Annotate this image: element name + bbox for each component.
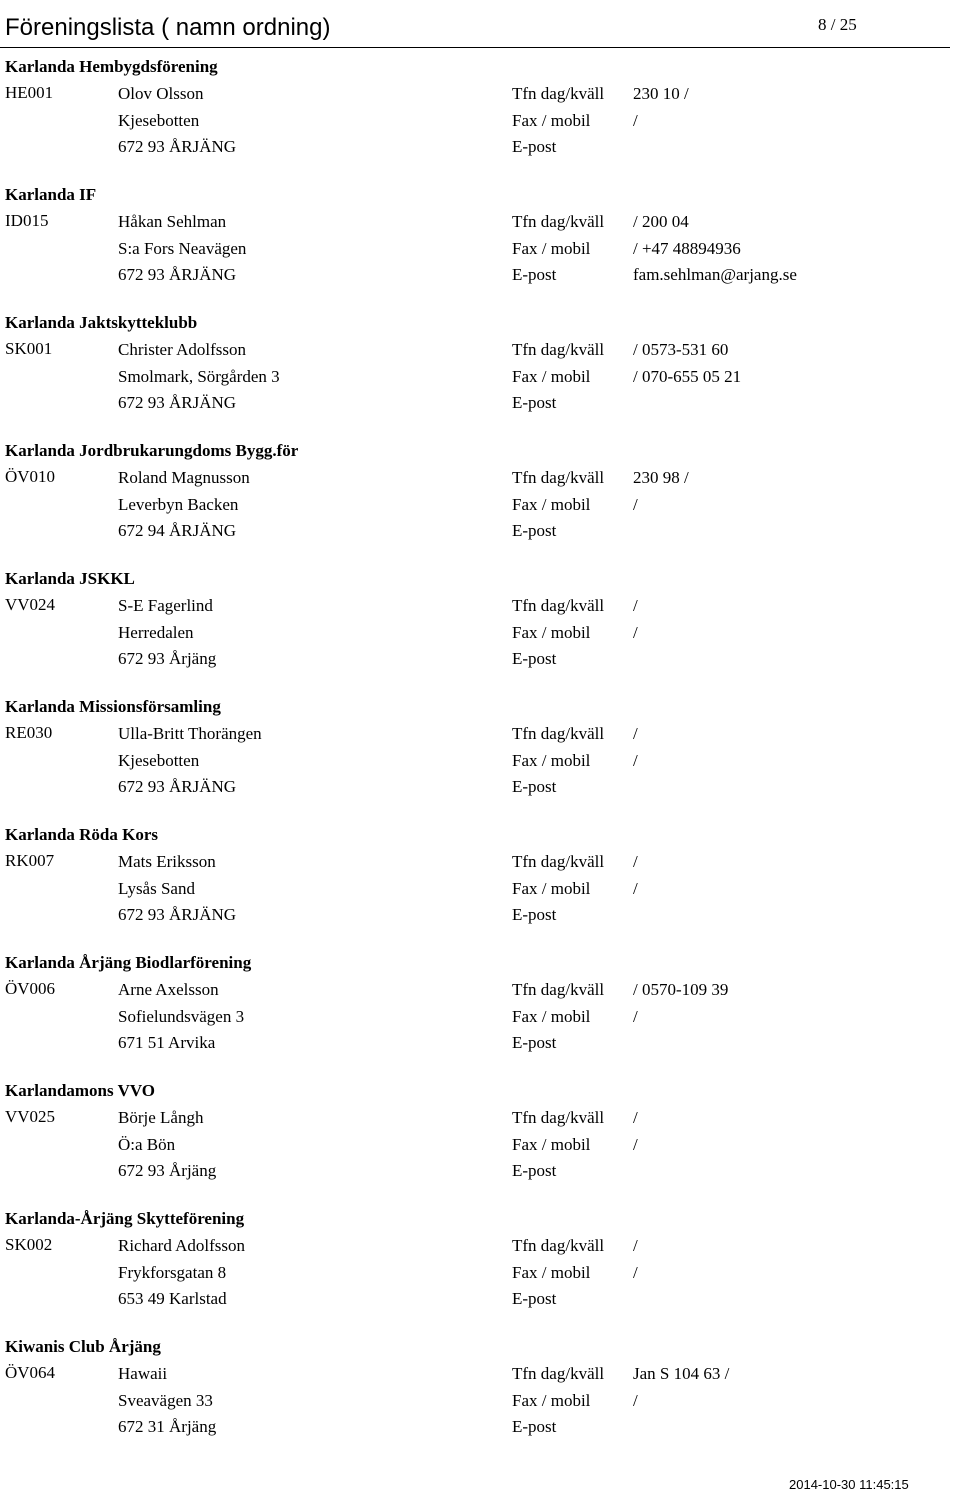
contact-postal: 672 31 Årjäng [118,1417,217,1436]
org-name: Karlanda JSKKL [5,569,135,588]
fax-value: / +47 48894936 [633,239,741,258]
contact-name: Roland Magnusson [118,468,250,487]
email-label: E-post [512,777,557,796]
fax-value: / [633,111,638,130]
page-header [0,0,950,48]
fax-label: Fax / mobil [512,367,591,386]
fax-value: / [633,1263,638,1282]
phone-label: Tfn dag/kväll [512,980,605,999]
org-name: Karlanda Röda Kors [5,825,159,844]
email-label: E-post [512,1417,557,1436]
fax-value: / [633,1135,638,1154]
fax-value: / [633,623,638,642]
org-code: HE001 [5,83,54,102]
contact-address: Smolmark, Sörgården 3 [118,367,280,386]
org-code: VV025 [5,1107,56,1126]
contact-name: Christer Adolfsson [118,340,246,359]
phone-label: Tfn dag/kväll [512,84,605,103]
contact-postal: 672 93 ÅRJÄNG [118,265,237,284]
contact-postal: 672 93 ÅRJÄNG [118,137,237,156]
email-label: E-post [512,649,557,668]
contact-name: Olov Olsson [118,84,204,103]
contact-postal: 672 93 ÅRJÄNG [118,905,237,924]
org-code: RK007 [5,851,55,870]
contact-address: Sveavägen 33 [118,1391,213,1410]
email-label: E-post [512,905,557,924]
fax-label: Fax / mobil [512,879,591,898]
page-title: Föreningslista ( namn ordning) [5,14,331,41]
organization-entry [0,1208,960,1336]
fax-label: Fax / mobil [512,495,591,514]
org-code: ÖV064 [5,1363,56,1382]
contact-address: Ö:a Bön [118,1135,176,1154]
phone-value: Jan S 104 63 / [633,1364,730,1383]
email-label: E-post [512,393,557,412]
contact-address: Kjesebotten [118,111,200,130]
email-label: E-post [512,265,557,284]
phone-value: / [633,1236,638,1255]
fax-value: / 070-655 05 21 [633,367,742,386]
phone-value: / [633,596,638,615]
org-code: ÖV010 [5,467,56,486]
email-label: E-post [512,1161,557,1180]
phone-value: / 200 04 [633,212,689,231]
print-timestamp: 2014-10-30 11:45:15 [789,1477,909,1492]
organization-entry [0,1080,960,1208]
contact-address: Leverbyn Backen [118,495,239,514]
organization-entry [0,824,960,952]
org-code: VV024 [5,595,56,614]
fax-label: Fax / mobil [512,751,591,770]
org-name: Karlanda-Årjäng Skytteförening [5,1209,245,1228]
fax-value: / [633,1007,638,1026]
contact-postal: 672 93 Årjäng [118,649,217,668]
email-value: fam.sehlman@arjang.se [633,265,797,284]
fax-label: Fax / mobil [512,1007,591,1026]
contact-postal: 672 94 ÅRJÄNG [118,521,237,540]
fax-value: / [633,879,638,898]
org-code: SK002 [5,1235,53,1254]
org-code: ID015 [5,211,49,230]
org-name: Karlandamons VVO [5,1081,156,1100]
contact-name: Mats Eriksson [118,852,216,871]
phone-value: / 0573-531 60 [633,340,729,359]
phone-label: Tfn dag/kväll [512,1236,605,1255]
phone-value: / [633,724,638,743]
fax-label: Fax / mobil [512,1263,591,1282]
contact-address: Kjesebotten [118,751,200,770]
phone-label: Tfn dag/kväll [512,724,605,743]
email-label: E-post [512,1033,557,1052]
phone-label: Tfn dag/kväll [512,1364,605,1383]
org-name: Karlanda Missionsförsamling [5,697,221,716]
org-code: SK001 [5,339,53,358]
email-label: E-post [512,137,557,156]
contact-name: Börje Långh [118,1108,204,1127]
phone-label: Tfn dag/kväll [512,1108,605,1127]
fax-label: Fax / mobil [512,1391,591,1410]
organization-entry [0,184,960,312]
contact-postal: 653 49 Karlstad [118,1289,227,1308]
organization-list [0,56,960,1464]
phone-value: 230 10 / [633,84,689,103]
phone-value: / 0570-109 39 [633,980,729,999]
phone-label: Tfn dag/kväll [512,596,605,615]
org-code: RE030 [5,723,53,742]
contact-name: Hawaii [118,1364,168,1383]
contact-name: Richard Adolfsson [118,1236,246,1255]
org-name: Karlanda Jordbrukarungdoms Bygg.för [5,441,299,460]
contact-address: Sofielundsvägen 3 [118,1007,245,1026]
fax-label: Fax / mobil [512,623,591,642]
org-name: Karlanda IF [5,185,97,204]
fax-label: Fax / mobil [512,1135,591,1154]
contact-address: Lysås Sand [118,879,195,898]
org-name: Kiwanis Club Årjäng [5,1337,161,1356]
contact-postal: 672 93 Årjäng [118,1161,217,1180]
organization-entry [0,952,960,1080]
contact-name: Ulla-Britt Thorängen [118,724,262,743]
phone-label: Tfn dag/kväll [512,468,605,487]
email-label: E-post [512,1289,557,1308]
fax-label: Fax / mobil [512,239,591,258]
org-name: Karlanda Årjäng Biodlarförening [5,953,252,972]
page-number: 8 / 25 [818,15,857,34]
organization-entry [0,440,960,568]
fax-value: / [633,1391,638,1410]
fax-value: / [633,751,638,770]
organization-entry [0,1336,960,1464]
phone-value: 230 98 / [633,468,689,487]
phone-value: / [633,1108,638,1127]
org-name: Karlanda Jaktskytteklubb [5,313,198,332]
contact-name: Håkan Sehlman [118,212,227,231]
contact-postal: 672 93 ÅRJÄNG [118,393,237,412]
phone-value: / [633,852,638,871]
contact-postal: 671 51 Arvika [118,1033,216,1052]
email-label: E-post [512,521,557,540]
org-code: ÖV006 [5,979,56,998]
phone-label: Tfn dag/kväll [512,852,605,871]
organization-entry [0,56,960,184]
fax-label: Fax / mobil [512,111,591,130]
organization-entry [0,568,960,696]
organization-entry [0,312,960,440]
phone-label: Tfn dag/kväll [512,340,605,359]
contact-name: Arne Axelsson [118,980,219,999]
contact-address: Herredalen [118,623,194,642]
org-name: Karlanda Hembygdsförening [5,57,218,76]
contact-address: Frykforsgatan 8 [118,1263,227,1282]
contact-name: S-E Fagerlind [118,596,213,615]
phone-label: Tfn dag/kväll [512,212,605,231]
organization-entry [0,696,960,824]
contact-address: S:a Fors Neavägen [118,239,247,258]
contact-postal: 672 93 ÅRJÄNG [118,777,237,796]
fax-value: / [633,495,638,514]
